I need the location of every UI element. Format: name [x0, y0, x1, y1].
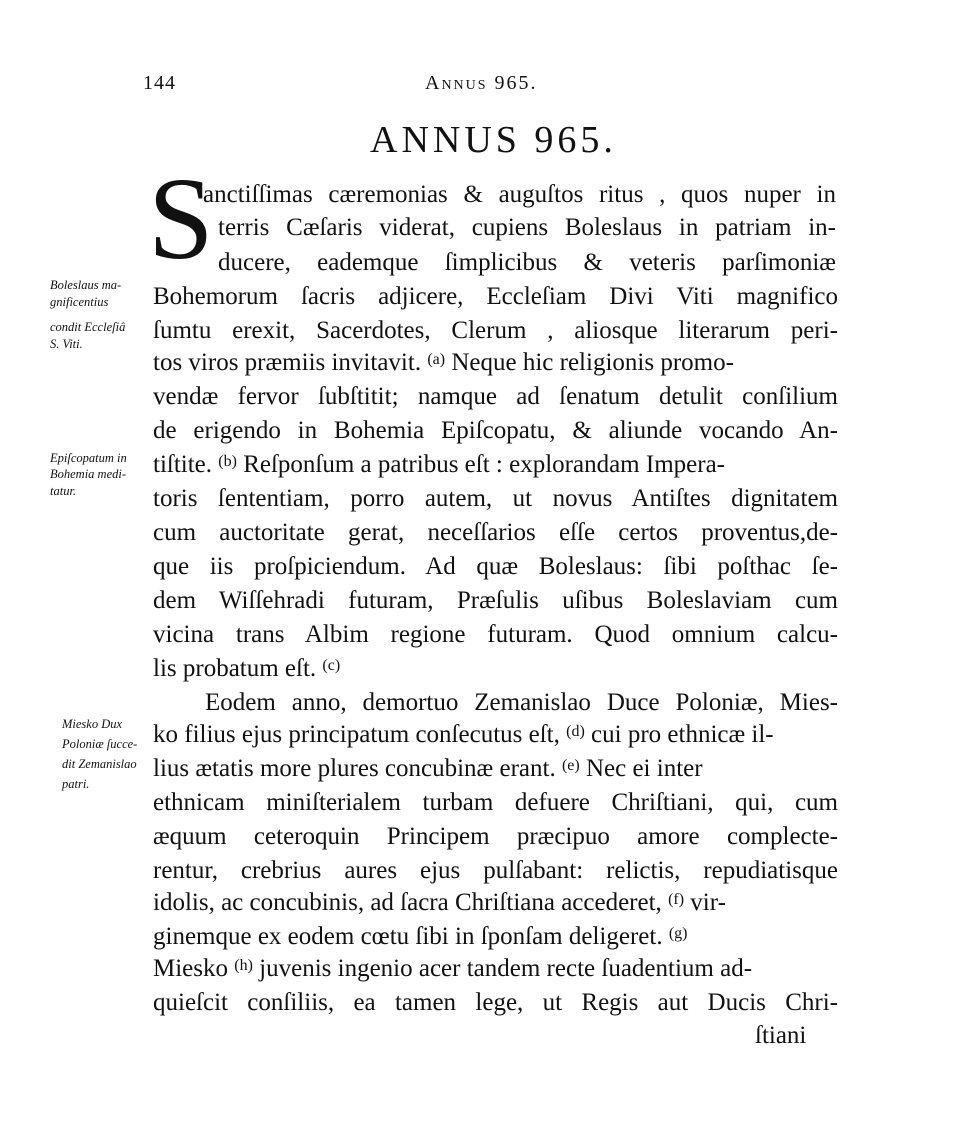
margin-note-line: Epiſcopatum in — [50, 451, 127, 465]
text-line — [153, 890, 838, 915]
line-text: lius ætatis more plures concubinæ erant. — [153, 755, 562, 782]
text-line: ſumtu erexit, Sacerdotes, Clerum , aliosque literarum peri- — [153, 317, 838, 344]
line-text: Reſponſum a patribus eſt : explorandam Impera- — [243, 451, 725, 478]
margin-note-line: gnificentius — [50, 295, 109, 309]
footnote-ref: (g) — [668, 925, 688, 942]
text-line: quieſcit conſiliis, ea tamen lege, ut Regis aut Ducis Chri- — [153, 989, 838, 1016]
text-line — [153, 350, 838, 375]
running-head: Annus 965. — [425, 72, 538, 94]
line-text: Neque hic religionis promo- — [451, 349, 734, 376]
text-line: terris Cæſaris viderat, cupiens Boleslaus in patriam in- — [218, 214, 836, 241]
text-line: ducere, eademque ſimplicibus & veteris parſimoniæ — [218, 249, 836, 276]
text-line: dem Wiſſehradi futuram, Præſulis uſibus Boleslaviam cum — [153, 587, 838, 614]
text-line: cum auctoritate gerat, neceſſarios eſſe certos proventus,de- — [153, 519, 838, 546]
text-line — [153, 756, 838, 781]
text-line: rentur, crebrius aures ejus pulſabant: relictis, repudiatisque — [153, 857, 838, 884]
line-text: tiſtite. — [153, 451, 219, 478]
line-text: cui pro ethnicæ il- — [591, 721, 774, 748]
line-text: Miesko — [153, 955, 235, 982]
margin-note-line: S. Viti. — [50, 337, 83, 351]
line-text: tos viros præmiis invitavit. — [153, 349, 428, 376]
text-line: vendæ fervor ſubſtitit; namque ad ſenatum detulit conſilium — [153, 383, 838, 410]
text-line: Bohemorum ſacris adjicere, Eccleſiam Divi Viti magnifico — [153, 283, 838, 310]
footnote-ref: (b) — [218, 453, 237, 470]
margin-note-line: dit Zemanislao — [62, 757, 137, 771]
text-line: toris ſententiam, porro autem, ut novus Antiſtes dignitatem — [153, 485, 838, 512]
text-line: ethnicam miniſterialem turbam defuere Chriſtiani, qui, cum — [153, 789, 838, 816]
margin-note-line: Miesko Dux — [62, 717, 123, 731]
text-line — [153, 452, 838, 477]
page-number: 144 — [143, 72, 176, 94]
margin-note-line: condit Eccleſiâ — [50, 320, 126, 334]
text-line — [153, 722, 838, 747]
text-line: anctiſſimas cæremonias & auguſtos ritus , quos nuper in — [203, 181, 836, 208]
margin-note-line: Bohemia medi- — [50, 467, 127, 481]
margin-note-line: patri. — [62, 777, 90, 791]
footnote-ref: (f) — [668, 891, 685, 908]
line-text: lis probatum eſt. — [153, 655, 323, 682]
line-text: juvenis ingenio acer tandem recte ſuadentium ad- — [259, 955, 753, 982]
line-text: vir- — [690, 889, 726, 916]
text-line — [153, 956, 838, 981]
text-line: æquum ceteroquin Principem præcipuo amore complecte- — [153, 823, 838, 850]
line-text: Nec ei inter — [585, 755, 703, 782]
footnote-ref: (c) — [322, 657, 341, 674]
text-line — [153, 656, 340, 681]
chapter-heading: ANNUS 965. — [370, 119, 617, 161]
margin-note-line: tatur. — [50, 484, 77, 498]
footnote-ref: (h) — [234, 957, 253, 974]
line-text: ginemque ex eodem cœtu ſibi in ſponſam deligeret. — [153, 923, 669, 950]
catchword: ſtiani — [755, 1022, 807, 1049]
footnote-ref: (e) — [561, 757, 580, 774]
text-line: de erigendo in Bohemia Epiſcopatu, & aliunde vocando An- — [153, 417, 838, 444]
drop-cap: S — [148, 153, 214, 284]
footnote-ref: (a) — [427, 351, 446, 368]
text-line — [153, 924, 838, 949]
margin-note-line: Boleslaus ma- — [50, 278, 122, 292]
line-text: idolis, ac concubinis, ad ſacra Chriſtiana accederet, — [153, 889, 669, 916]
text-line: Eodem anno, demortuo Zemanislao Duce Poloniæ, Mies- — [205, 689, 838, 716]
text-line: que iis proſpiciendum. Ad quæ Boleslaus: ſibi poſthac ſe- — [153, 553, 838, 580]
line-text: ko filius ejus principatum conſecutus eſt, — [153, 721, 567, 748]
text-line: vicina trans Albim regione futuram. Quod omnium calcu- — [153, 621, 838, 648]
footnote-ref: (d) — [566, 723, 585, 740]
margin-note-line: Poloniæ ſucce- — [62, 737, 138, 751]
